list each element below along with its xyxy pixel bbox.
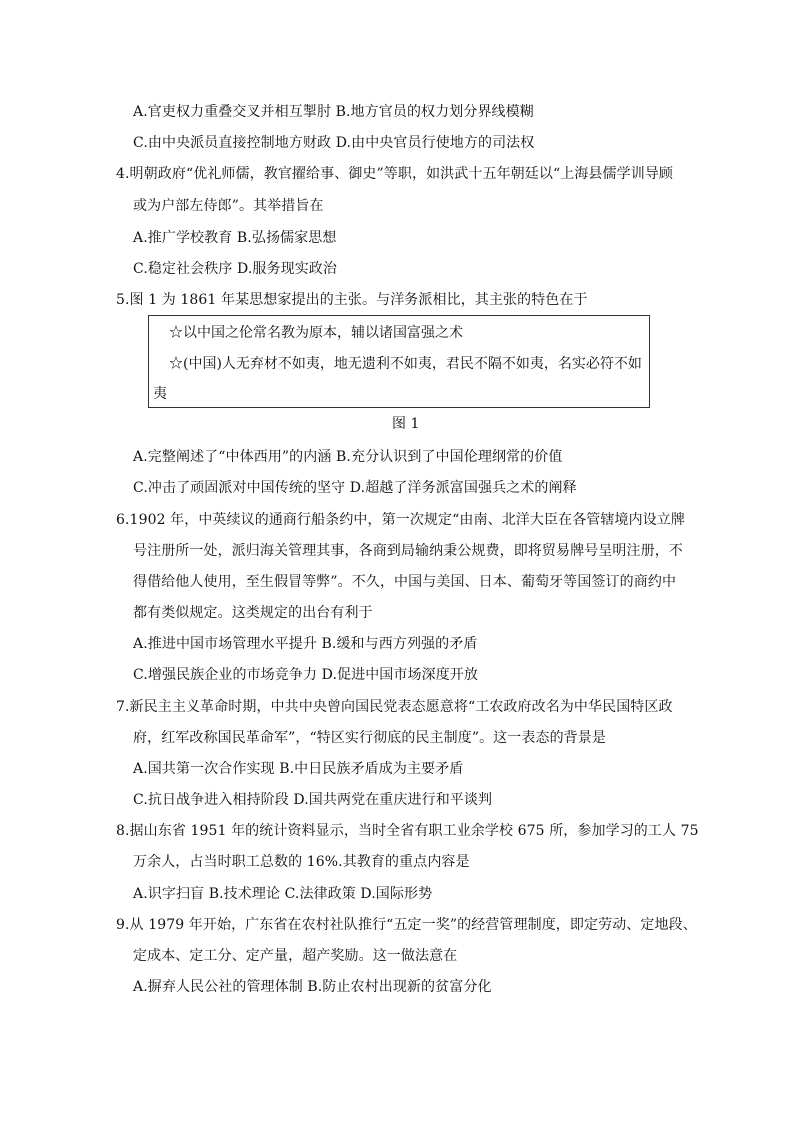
figure-caption: 图 1 bbox=[392, 416, 420, 432]
q9-options-ab: A.摒弃人民公社的管理体制 B.防止农村出现新的贫富分化 bbox=[133, 979, 492, 995]
q4-stem-line-2: 或为户部左侍郎”。其举措旨在 bbox=[133, 198, 324, 214]
q6-options-ab: A.推进中国市场管理水平提升 B.缓和与西方列强的矛盾 bbox=[133, 636, 478, 652]
q8-stem-line-2: 万余人，占当时职工总数的 16%.其教育的重点内容是 bbox=[133, 854, 470, 870]
q7-options-ab: A.国共第一次合作实现 B.中日民族矛盾成为主要矛盾 bbox=[133, 761, 464, 777]
q5-options-cd: C.冲击了顽固派对中国传统的坚守 D.超越了洋务派富国强兵之术的阐释 bbox=[133, 480, 577, 496]
q4-stem-line-1: 4.明朝政府“优礼师儒，教官擢给事、御史”等职，如洪武十五年朝廷以“上海县儒学训导顾 bbox=[116, 166, 674, 182]
q8-stem-line-1: 8.据山东省 1951 年的统计资料显示，当时全省有职工业余学校 675 所，参加学习的工人 75 bbox=[116, 823, 699, 839]
q6-stem-line-4: 都有类似规定。这类规定的出台有利于 bbox=[133, 605, 373, 621]
quote-line-1: ☆以中国之伦常名教为原本，辅以诸国富强之术 bbox=[169, 325, 463, 341]
q6-stem-line-1: 6.1902 年，中英续议的通商行船条约中，第一次规定“由南、北洋大臣在各管辖境内设立牌 bbox=[116, 512, 685, 528]
q4-options-cd: C.稳定社会秩序 D.服务现实政治 bbox=[133, 261, 337, 277]
q7-options-cd: C.抗日战争进入相持阶段 D.国共两党在重庆进行和平谈判 bbox=[133, 792, 493, 808]
q4-options-ab: A.推广学校教育 B.弘扬儒家思想 bbox=[133, 230, 337, 246]
q6-options-cd: C.增强民族企业的市场竞争力 D.促进中国市场深度开放 bbox=[133, 667, 478, 683]
q6-stem-line-2: 号注册所一处，派归海关管理其事，各商到局输纳秉公规费，即将贸易牌号呈明注册，不 bbox=[133, 543, 683, 559]
q5-options-ab: A.完整阐述了“中体西用”的内涵 B.充分认识到了中国伦理纲常的价值 bbox=[133, 449, 563, 465]
q6-stem-line-3: 得借给他人使用，至生假冒等弊”。不久，中国与美国、日本、葡萄牙等国签订的商约中 bbox=[133, 574, 677, 590]
q5-stem: 5.图 1 为 1861 年某思想家提出的主张。与洋务派相比，其主张的特色在于 bbox=[116, 292, 588, 308]
q7-stem-line-1: 7.新民主主义革命时期，中共中央曾向国民党表态愿意将“工农政府改名为中华民国特区政 bbox=[116, 699, 673, 715]
q9-stem-line-1: 9.从 1979 年开始，广东省在农村社队推行“五定一奖”的经营管理制度，即定劳动、定地段、 bbox=[116, 917, 697, 933]
q7-stem-line-2: 府，红军改称国民革命军”，“特区实行彻底的民主制度”。这一表态的背景是 bbox=[133, 730, 606, 746]
quote-line-3: 夷 bbox=[153, 386, 167, 402]
q9-stem-line-2: 定成本、定工分、定产量，超产奖励。这一做法意在 bbox=[133, 948, 458, 964]
quote-line-2: ☆(中国)人无弃材不如夷，地无遗利不如夷，君民不隔不如夷，名实必符不如 bbox=[169, 356, 642, 372]
q3-options-ab: A.官吏权力重叠交叉并相互掣肘 B.地方官员的权力划分界线模糊 bbox=[133, 104, 534, 120]
q3-options-cd: C.由中央派员直接控制地方财政 D.由中央官员行使地方的司法权 bbox=[133, 135, 535, 151]
quote-box bbox=[148, 315, 650, 408]
q8-options: A.识字扫盲 B.技术理论 C.法律政策 D.国际形势 bbox=[133, 886, 433, 902]
